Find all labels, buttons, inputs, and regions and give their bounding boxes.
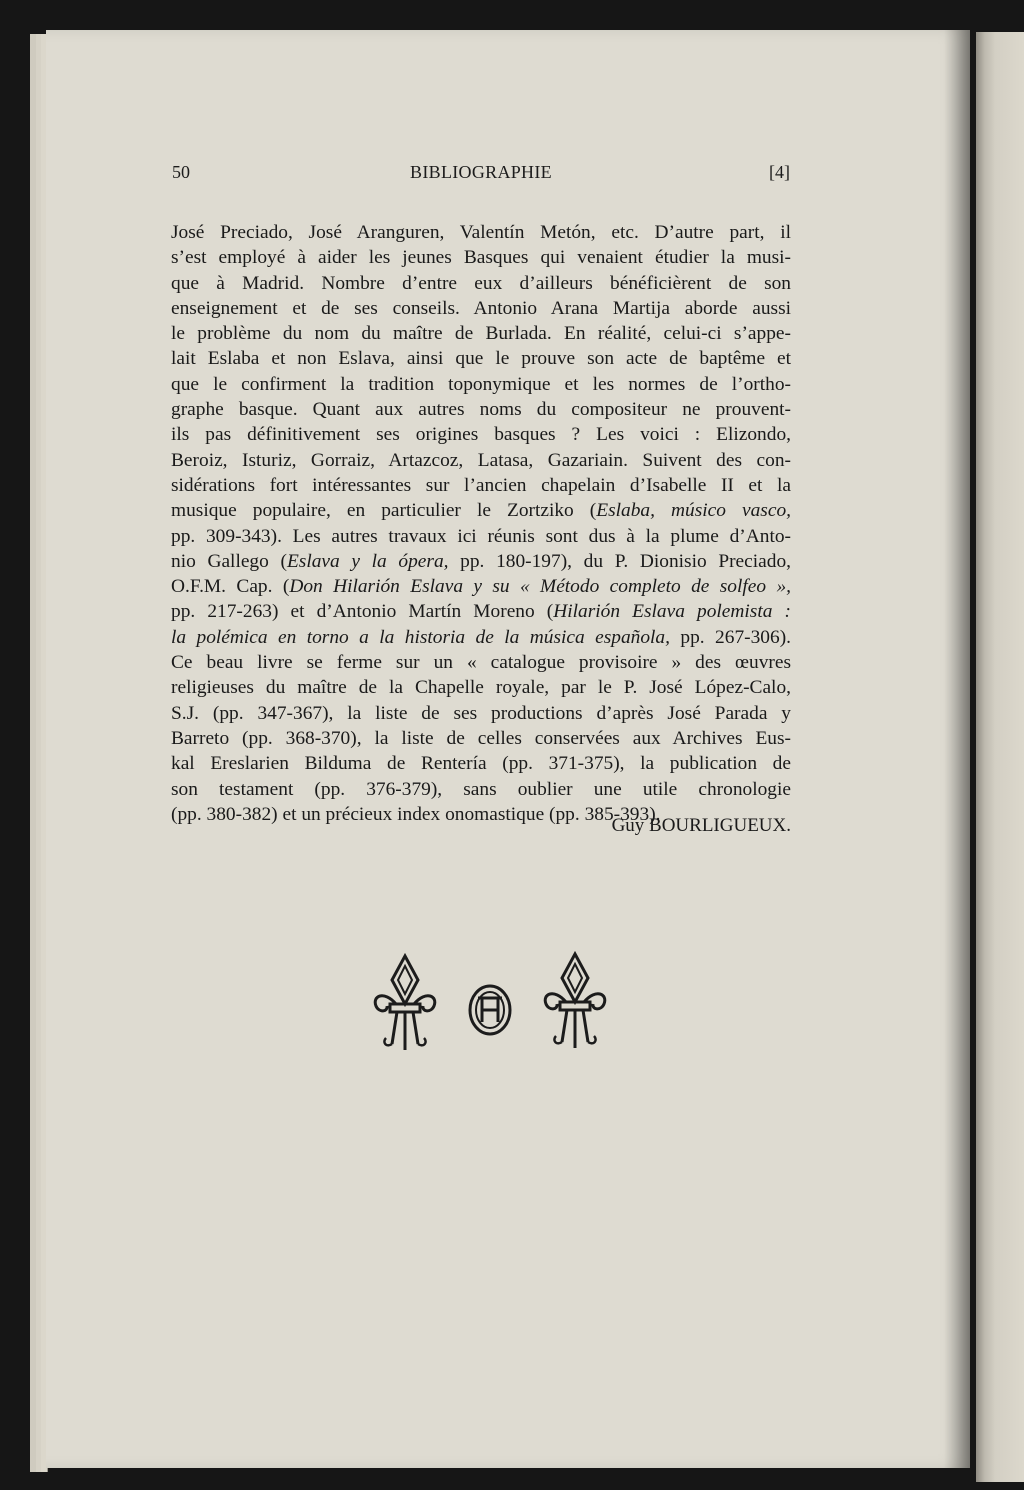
text-line: S.J. (pp. 347-367), la liste de ses productions d’après José Parada y (171, 702, 791, 724)
monogram-seal-icon (470, 986, 510, 1034)
text-line: kal Ereslarien Bilduma de Rentería (pp. 371-375), la publication de (171, 753, 791, 775)
adjacent-page (976, 32, 1024, 1482)
text-line: graphe basque. Quant aux autres noms du compositeur ne prouvent- (171, 399, 791, 421)
text-line: enseignement et de ses conseils. Antonio Arana Martija aborde aussi (171, 297, 791, 319)
fleur-de-lis-icon (375, 956, 435, 1050)
text-run: pp. 180-197), du P. Dionisio Preciado, (448, 550, 792, 572)
text-line (171, 498, 791, 523)
page-number: 50 (172, 162, 190, 182)
text-line: sidérations fort intéressantes sur l’ancien chapelain d’Isabelle II et la (171, 474, 791, 496)
italic-title: la polémica en torno a la historia de la música española, (171, 626, 670, 648)
text-line: Beroiz, Isturiz, Gorraiz, Artazcoz, Latasa, Gazariain. Suivent des con- (171, 449, 791, 471)
text-run: pp. 217-263) et d’Antonio Martín Moreno ( (171, 601, 554, 623)
italic-title: Don Hilarión Eslava y su « Método completo de solfeo », (289, 576, 791, 598)
text-line: José Preciado, José Aranguren, Valentín Metón, etc. D’autre part, il (171, 222, 791, 243)
italic-title: Eslaba, músico vasco, (596, 500, 791, 522)
text-run: nio Gallego ( (171, 550, 287, 572)
gutter-shadow (944, 30, 970, 1468)
folio: [4] (769, 162, 790, 182)
text-line: religieuses du maître de la Chapelle royale, par le P. José López-Calo, (171, 677, 791, 699)
text-line: pp. 309-343). Les autres travaux ici réunis sont dus à la plume d’Anto- (171, 525, 791, 547)
text-run: pp. 267-306). (669, 626, 791, 648)
text-line (171, 574, 791, 599)
fleur-de-lis-icon (545, 954, 605, 1048)
text-run: musique populaire, en particulier le Zortziko ( (171, 500, 597, 522)
text-line: ils pas définitivement ses origines basques ? Les voici : Elizondo, (171, 424, 791, 446)
text-line: (pp. 380-382) et un précieux index onomastique (pp. 385-393). (171, 803, 661, 825)
text-line: Ce beau livre se ferme sur un « catalogue provisoire » des œuvres (171, 652, 791, 674)
text-line: le problème du nom du maître de Burlada. En réalité, celui-ci s’appe- (171, 323, 791, 345)
italic-title: Eslava y la ópera, (286, 550, 449, 572)
section-title: BIBLIOGRAPHIE (410, 162, 552, 182)
text-line (171, 549, 791, 574)
author-signature: Guy BOURLIGUEUX. (611, 815, 791, 836)
text-line (171, 625, 791, 650)
text-run: O.F.M. Cap. ( (171, 576, 290, 598)
text-line: que à Madrid. Nombre d’entre eux d’ailleurs bénéficièrent de son (171, 272, 791, 294)
running-head (172, 162, 790, 186)
text-line (171, 599, 791, 624)
text-line: que le confirment la tradition toponymique et les normes de l’ortho- (171, 373, 791, 395)
ornament (370, 950, 610, 1054)
text-line: s’est employé à aider les jeunes Basques qui venaient étudier la musi- (171, 247, 791, 269)
text-line: lait Eslaba et non Eslava, ainsi que le prouve son acte de baptême et (171, 348, 791, 370)
text-line: son testament (pp. 376-379), sans oublier une utile chronologie (171, 778, 791, 800)
body-paragraph (171, 220, 791, 827)
text-line: Barreto (pp. 368-370), la liste de celles conservées aux Archives Eus- (171, 727, 791, 749)
italic-title: Hilarión Eslava polemista : (553, 601, 791, 623)
